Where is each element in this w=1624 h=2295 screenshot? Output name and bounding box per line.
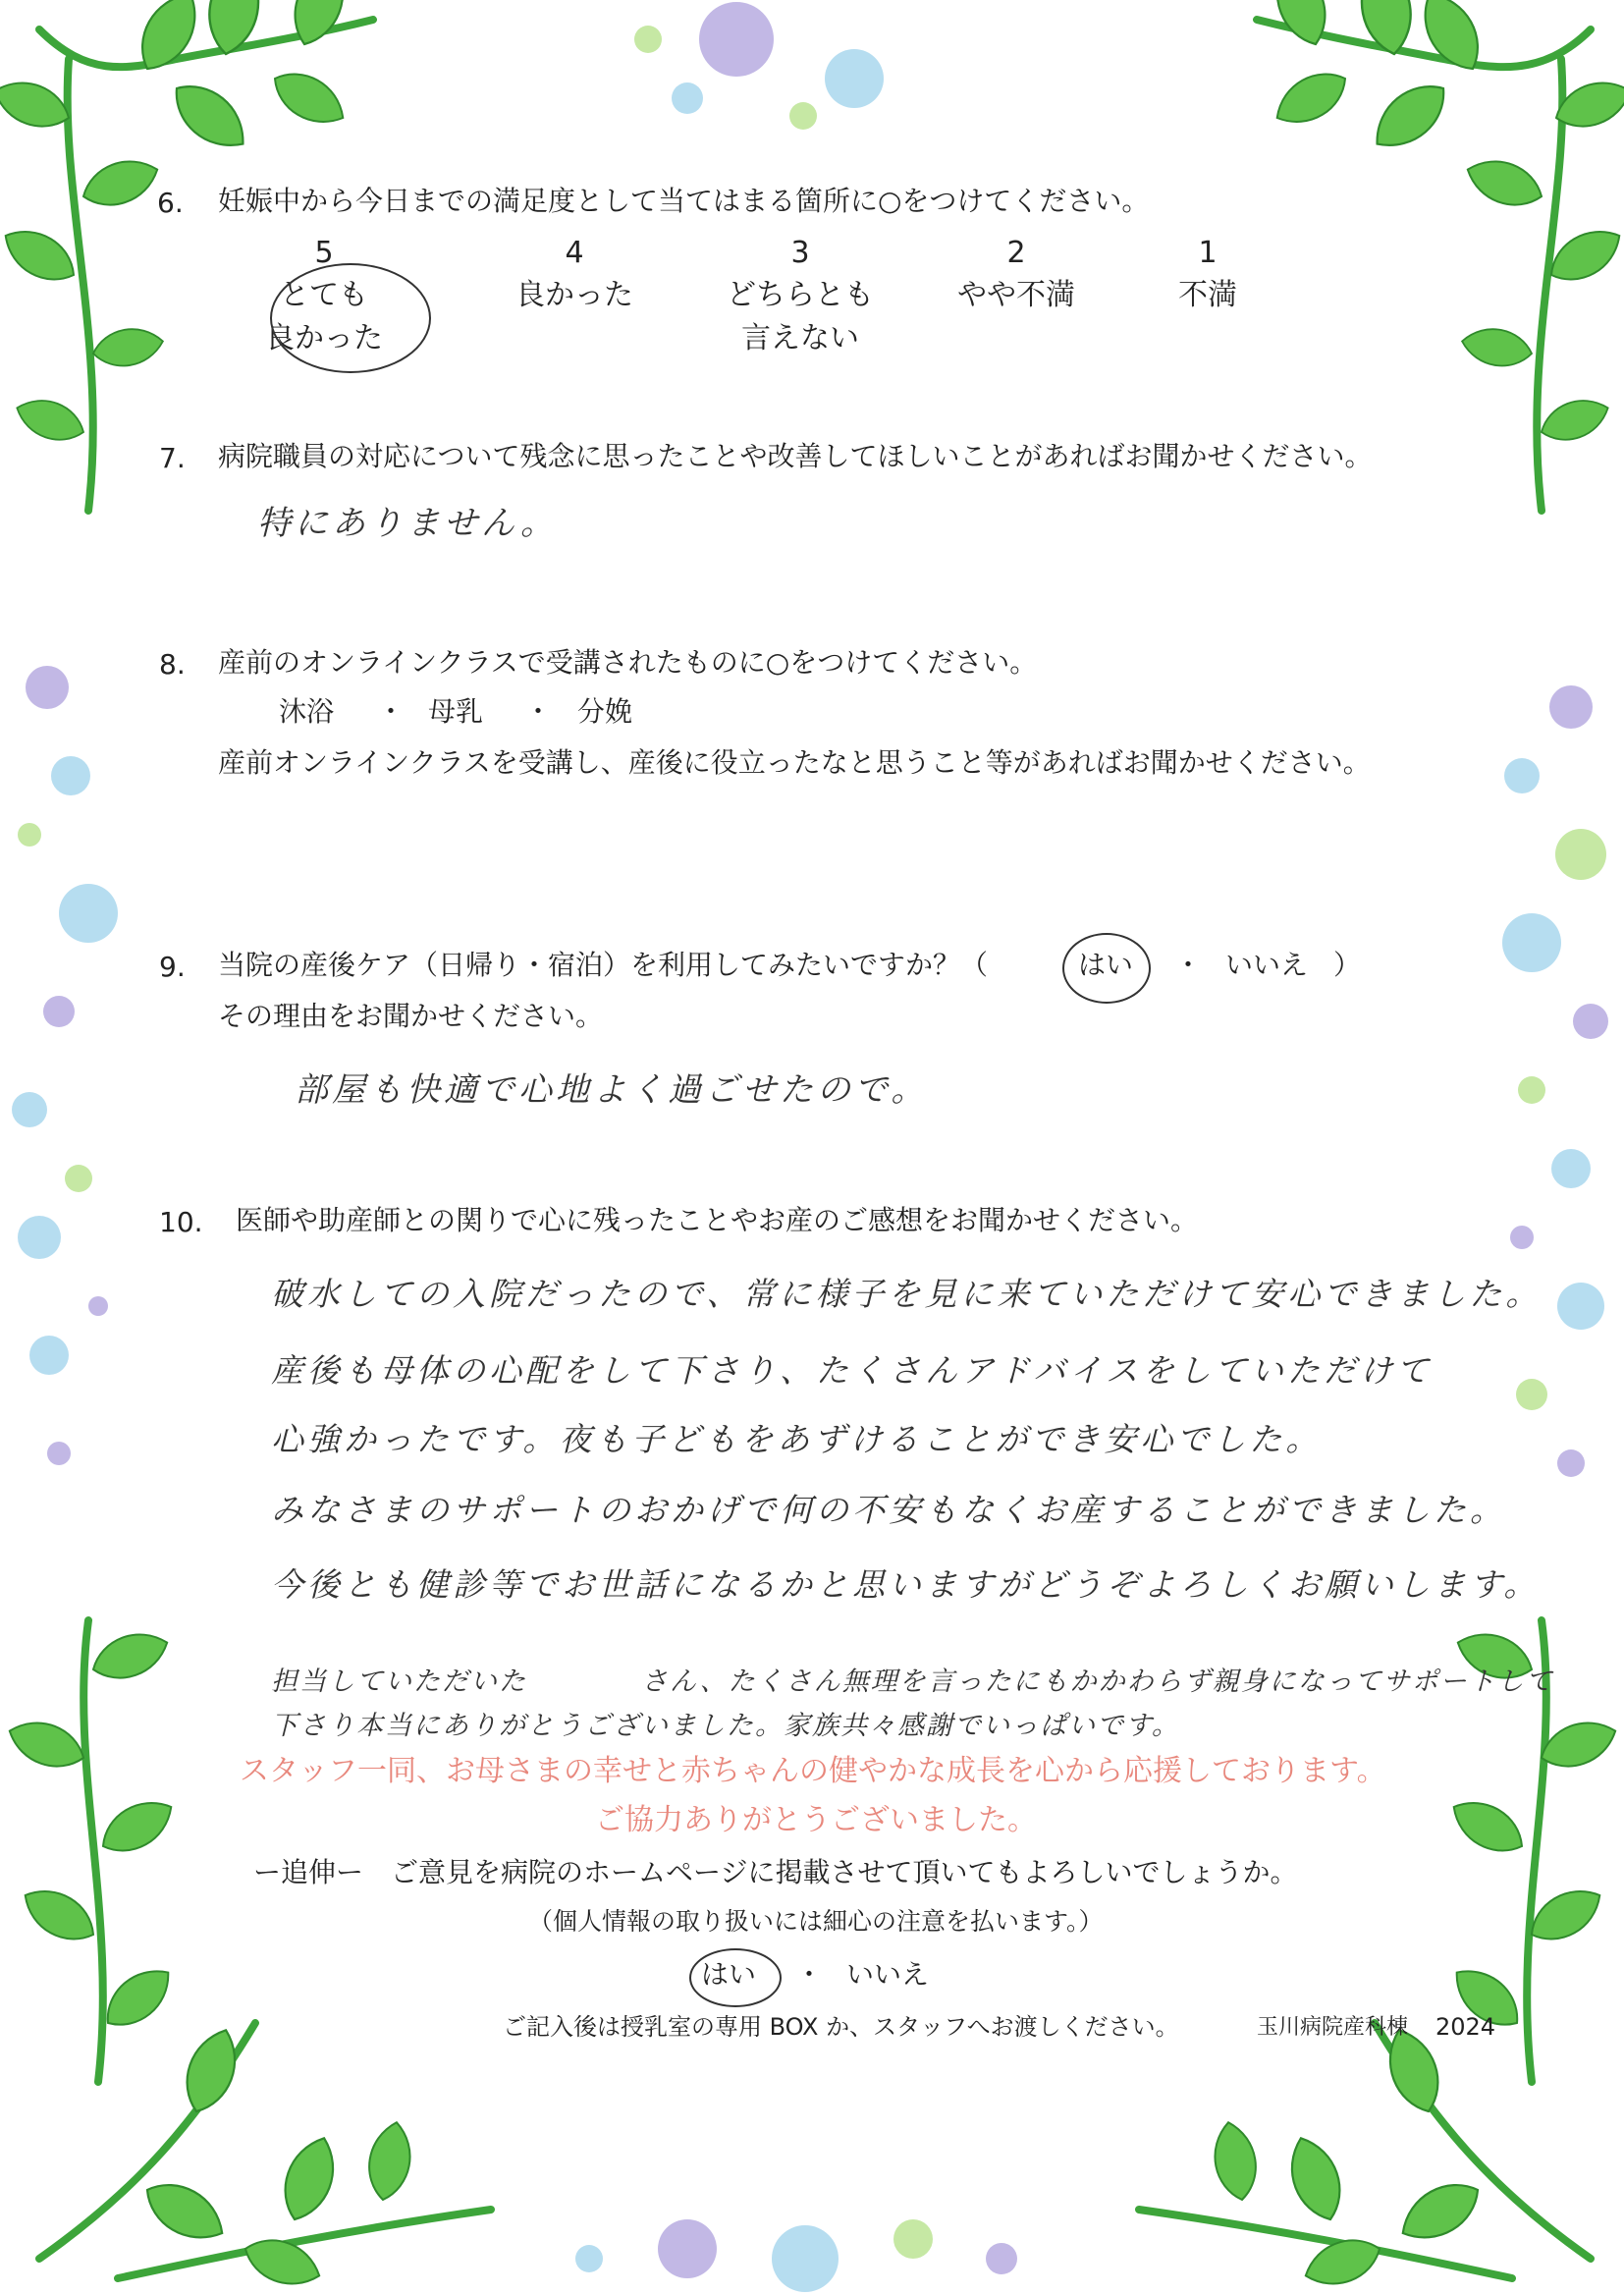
q6-option-3-value: 3 [790, 236, 810, 270]
q8-option-breastfeeding[interactable]: 母乳 [428, 695, 484, 728]
postscript-yes-selected-circle [689, 1948, 782, 2007]
q8-question: 産前のオンラインクラスで受講されたものに○をつけてください。 [218, 646, 1038, 679]
q8-option-bath[interactable]: 沐浴 [279, 695, 335, 728]
q8-separator-2: ・ [524, 695, 553, 728]
q10-question: 医師や助産師との関りで心に残ったことやお産のご感想をお聞かせください。 [236, 1204, 1199, 1236]
q8-number: 8. [159, 648, 186, 681]
q6-option-3[interactable] [722, 236, 879, 356]
q10-answer-line-7[interactable]: 下さり本当にありがとうございました。家族共々感謝でいっぱいです。 [271, 1711, 1180, 1741]
q6-option-2-value: 2 [1006, 236, 1026, 270]
q8-separator-1: ・ [377, 695, 406, 728]
q10-number: 10. [159, 1206, 203, 1238]
postscript-privacy-note: （個人情報の取り扱いには細心の注意を払います。） [528, 1907, 1104, 1936]
closing-thanks: ご協力ありがとうございました。 [595, 1803, 1037, 1837]
q9-handwritten-answer[interactable]: 部屋も快適で心地よく過ごせたので。 [295, 1070, 929, 1110]
q6-option-4-value: 4 [565, 236, 584, 270]
q6-option-5-label2: 良かった [265, 321, 383, 355]
q6-option-3-label: どちらとも [727, 278, 874, 312]
q6-option-1[interactable] [1159, 236, 1257, 313]
q10-answer-line-4[interactable]: みなさまのサポートのおかげで何の不安もなくお産することができました。 [271, 1491, 1506, 1529]
q6-number: 6. [157, 187, 184, 219]
postscript-option-yes[interactable]: はい [701, 1958, 757, 1991]
q6-option-5-label: とても [280, 278, 368, 312]
footer-year: 2024 [1435, 2013, 1496, 2041]
q6-option-4[interactable] [511, 236, 638, 313]
q6-selected-circle [270, 263, 431, 373]
postscript-question: ー追伸ー ご意見を病院のホームページに掲載させて頂いてもよろしいでしょうか。 [253, 1856, 1298, 1888]
q9-reason-prompt: その理由をお聞かせください。 [218, 1000, 604, 1032]
q6-option-2[interactable] [952, 236, 1080, 313]
q9-option-no[interactable]: いいえ [1225, 949, 1309, 981]
q6-option-2-label: やや不満 [957, 278, 1075, 312]
q9-close-paren: ） [1333, 949, 1362, 981]
q9-option-yes[interactable]: はい [1078, 949, 1134, 981]
q10-answer-line-2[interactable]: 産後も母体の心配をして下さり、たくさんアドバイスをしていただけて [271, 1351, 1434, 1390]
footer-organization: 玉川病院産科棟 [1257, 2015, 1409, 2040]
q6-option-1-label: 不満 [1178, 278, 1237, 312]
q10-answer-line-3[interactable]: 心強かったです。夜も子どもをあずけることができ安心でした。 [271, 1420, 1323, 1458]
postscript-option-no[interactable]: いいえ [846, 1958, 930, 1991]
q10-answer-line-1[interactable]: 破水しての入院だったので、常に様子を見に来ていただけて安心できました。 [271, 1275, 1543, 1313]
q9-separator: ・ [1174, 949, 1203, 981]
q6-option-3-label2: 言えない [741, 321, 859, 355]
q10-answer-line-5[interactable]: 今後とも健診等でお世話になるかと思いますがどうぞよろしくお願いします。 [271, 1565, 1541, 1604]
q10-answer-line-6[interactable]: 担当していただいた さん、たくさん無理を言ったにもかかわらず親身になってサポートして [271, 1667, 1554, 1697]
q6-option-5-value: 5 [314, 236, 334, 270]
q7-handwritten-answer[interactable]: 特にありません。 [257, 504, 559, 543]
q9-yes-selected-circle [1062, 933, 1151, 1004]
q6-option-1-value: 1 [1198, 236, 1218, 270]
q7-number: 7. [159, 442, 186, 474]
closing-message: スタッフ一同、お母さまの幸せと赤ちゃんの健やかな成長を心から応援しております。 [240, 1754, 1386, 1788]
q7-question: 病院職員の対応について残念に思ったことや改善してほしいことがあればお聞かせください。 [218, 440, 1373, 472]
q8-followup-question: 産前オンラインクラスを受講し、産後に役立ったなと思うこと等があればお聞かせください。 [218, 746, 1371, 779]
footer-instruction: ご記入後は授乳室の専用 BOX か、スタッフへお渡しください。 [503, 2013, 1179, 2041]
q9-number: 9. [159, 951, 186, 983]
q6-question: 妊娠中から今日までの満足度として当てはまる箇所に○をつけてください。 [218, 185, 1150, 217]
q8-option-delivery[interactable]: 分娩 [577, 695, 633, 728]
postscript-separator: ・ [795, 1958, 824, 1991]
vine-lines [39, 20, 1591, 2278]
q9-question: 当院の産後ケア（日帰り・宿泊）を利用してみたいですか？（ [218, 949, 989, 981]
q6-option-4-label: 良かった [515, 278, 633, 312]
